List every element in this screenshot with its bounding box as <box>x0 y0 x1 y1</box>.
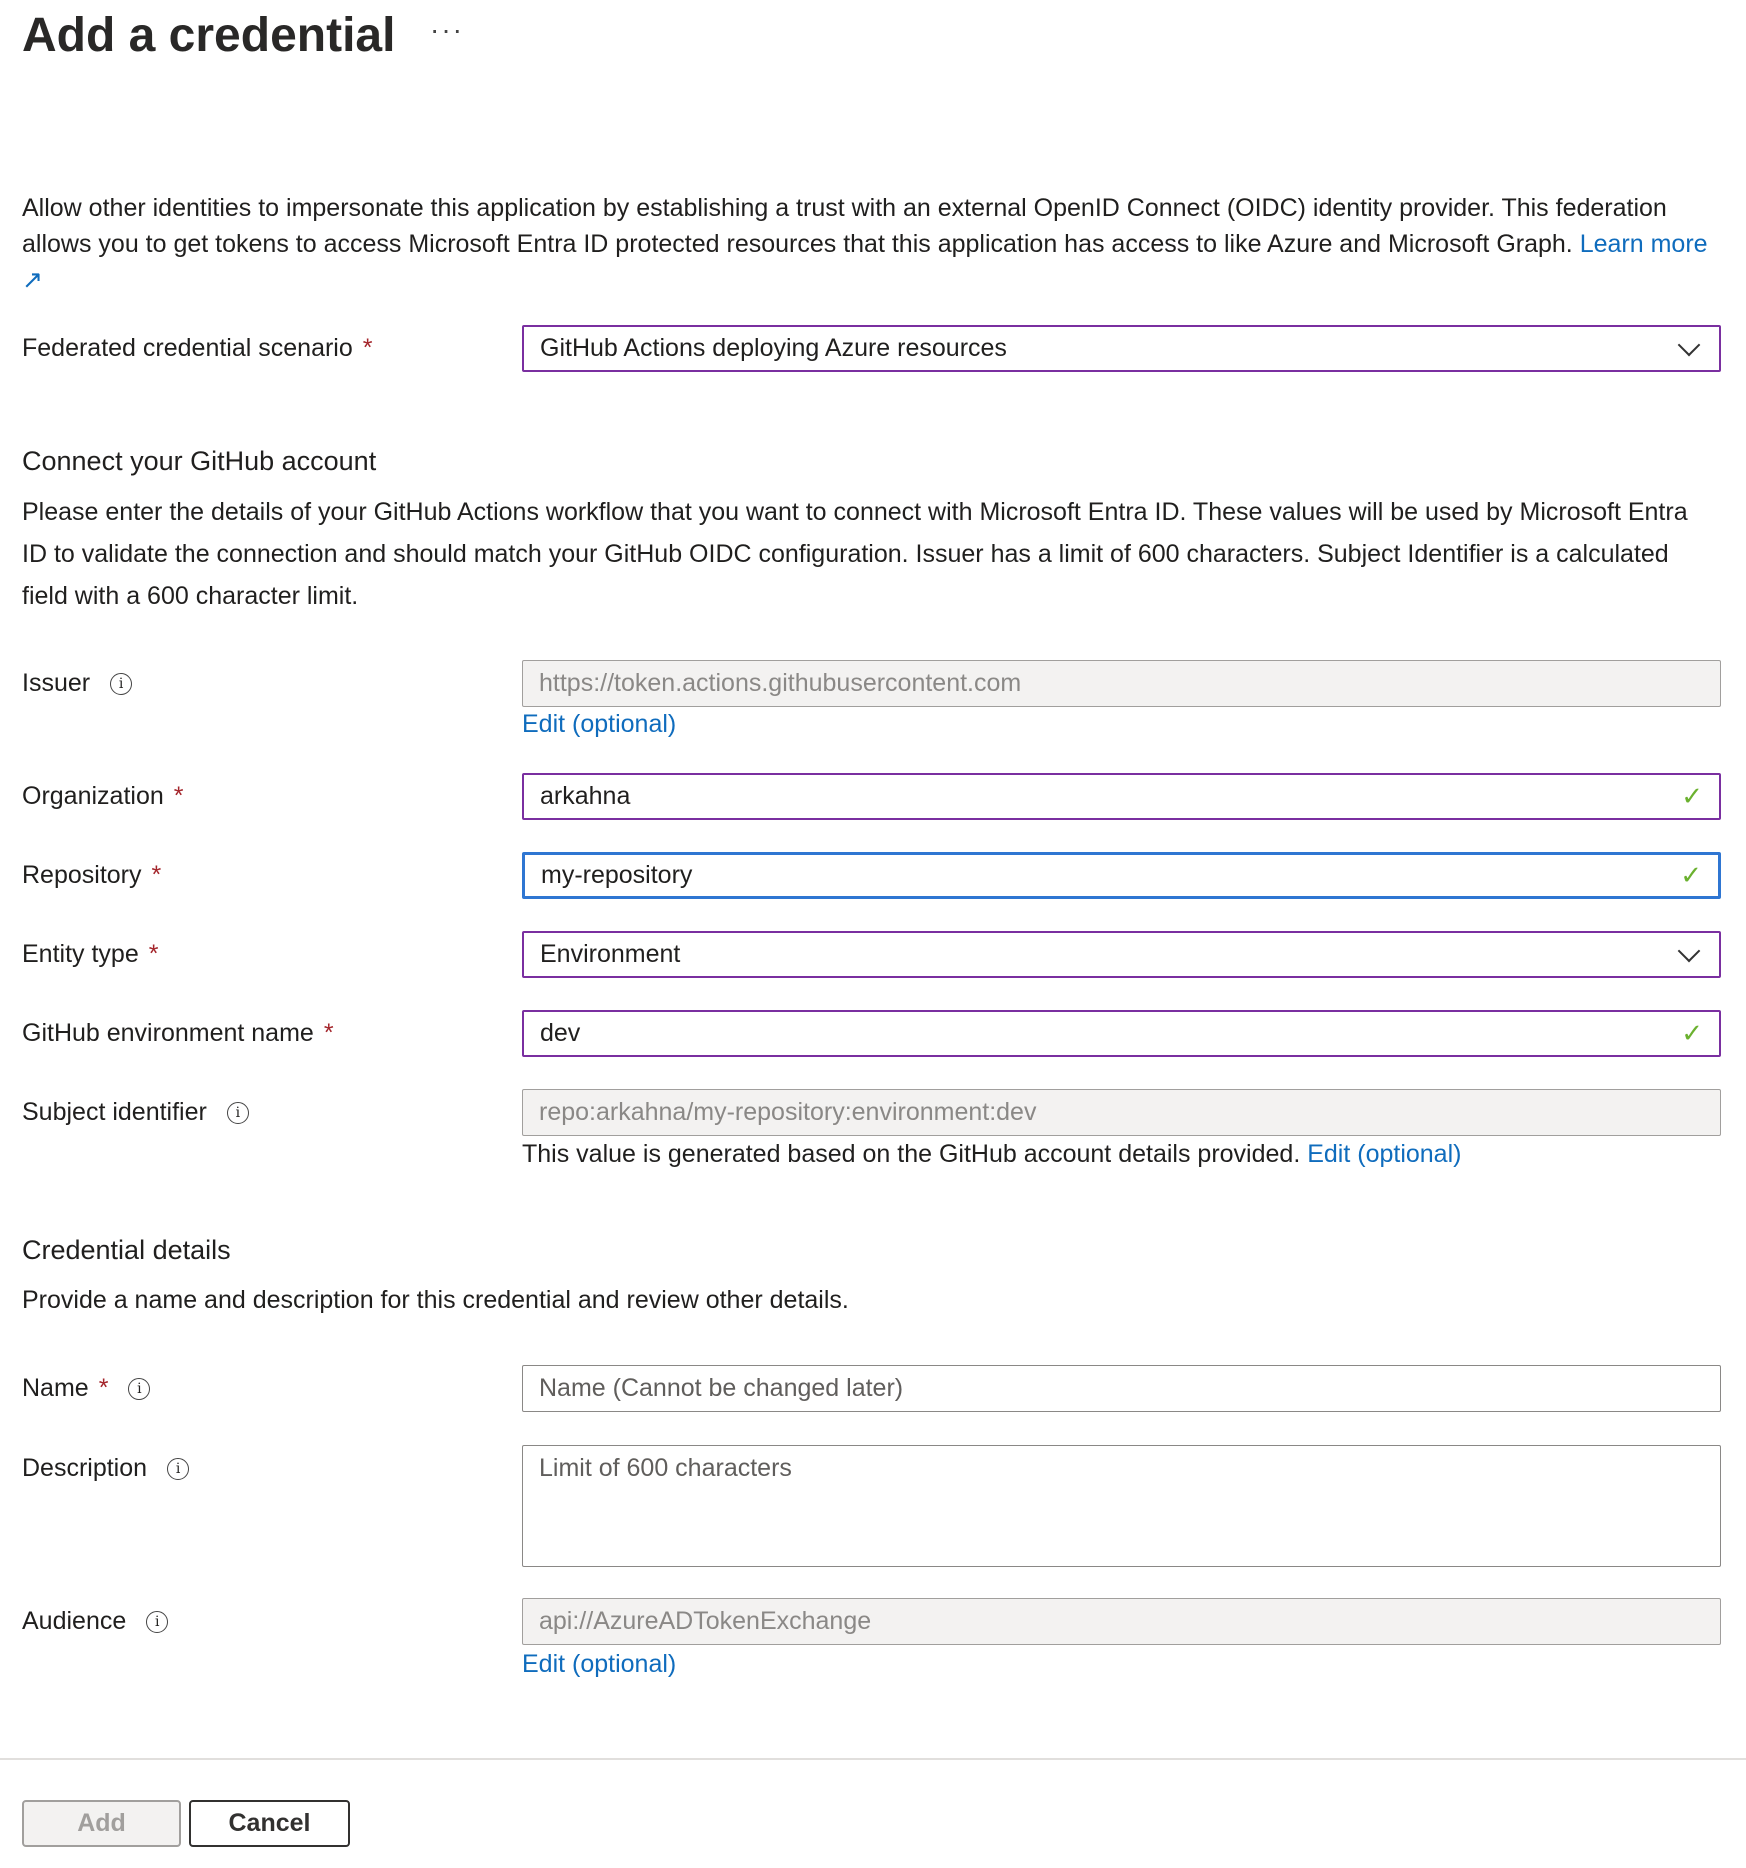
entity-type-dropdown[interactable]: Environment <box>522 931 1721 978</box>
footer-divider <box>0 1758 1746 1760</box>
info-icon[interactable]: i <box>227 1102 249 1124</box>
info-icon[interactable]: i <box>146 1611 168 1633</box>
details-text: Provide a name and description for this credential and review other details. <box>22 1286 849 1314</box>
subject-note: This value is generated based on the GitHub account details provided. Edit (optional) <box>522 1140 1462 1168</box>
issuer-edit-link[interactable]: Edit (optional) <box>522 710 677 738</box>
issuer-label: Issuer i <box>22 660 132 707</box>
scenario-dropdown[interactable]: GitHub Actions deploying Azure resources <box>522 325 1721 372</box>
chevron-down-icon <box>1678 939 1701 962</box>
issuer-input: https://token.actions.githubusercontent.com <box>522 660 1721 707</box>
audience-edit-link[interactable]: Edit (optional) <box>522 1650 677 1678</box>
repository-input[interactable]: my-repository ✓ <box>522 852 1721 899</box>
more-options-button[interactable]: ··· <box>430 14 464 45</box>
external-link-icon: ↗ <box>22 266 43 294</box>
env-name-input[interactable]: dev ✓ <box>522 1010 1721 1057</box>
entity-type-label: Entity type * <box>22 940 159 968</box>
subject-edit-link[interactable]: Edit (optional) <box>1307 1140 1462 1168</box>
description-label: Description i <box>22 1445 189 1492</box>
description-textarea[interactable]: Limit of 600 characters <box>522 1445 1721 1567</box>
chevron-down-icon <box>1678 333 1701 356</box>
intro-body: Allow other identities to impersonate this application by establishing a trust with an external OpenID Connect (OIDC) identity provider. This federation allows you to get tokens to access Microsoft Entra ID protected resources that this application has access to like Azure and Microsoft Graph. <box>22 194 1667 258</box>
github-section-heading: Connect your GitHub account <box>22 446 377 476</box>
repository-label: Repository * <box>22 861 162 889</box>
organization-label: Organization * <box>22 782 184 810</box>
check-icon: ✓ <box>1681 1018 1703 1048</box>
learn-more-link[interactable]: Learn more ↗ <box>22 230 1708 294</box>
audience-label: Audience i <box>22 1598 168 1645</box>
page-title: Add a credential <box>22 9 396 62</box>
github-section-text: Please enter the details of your GitHub Actions workflow that you want to connect with Microsoft Entra ID. These values will be used by Microsoft Entra ID to validate the connection and should match your GitHub OIDC configuration. Issuer has a limit of 600 characters. Subject Identifier is a calculated field with a 600 character limit. <box>22 498 1688 610</box>
info-icon[interactable]: i <box>128 1378 150 1400</box>
env-name-label: GitHub environment name * <box>22 1019 334 1047</box>
check-icon: ✓ <box>1680 860 1702 890</box>
add-button[interactable]: Add <box>22 1800 181 1847</box>
info-icon[interactable]: i <box>110 673 132 695</box>
subject-label: Subject identifier i <box>22 1089 249 1136</box>
name-input[interactable]: Name (Cannot be changed later) <box>522 1365 1721 1412</box>
check-icon: ✓ <box>1681 781 1703 811</box>
cancel-button[interactable]: Cancel <box>189 1800 350 1847</box>
audience-input: api://AzureADTokenExchange <box>522 1598 1721 1645</box>
organization-input[interactable]: arkahna ✓ <box>522 773 1721 820</box>
subject-input: repo:arkahna/my-repository:environment:dev <box>522 1089 1721 1136</box>
intro-text <box>22 190 1712 298</box>
info-icon[interactable]: i <box>167 1458 189 1480</box>
details-heading: Credential details <box>22 1235 231 1265</box>
name-label: Name * i <box>22 1365 150 1412</box>
scenario-label: Federated credential scenario * <box>22 334 373 362</box>
